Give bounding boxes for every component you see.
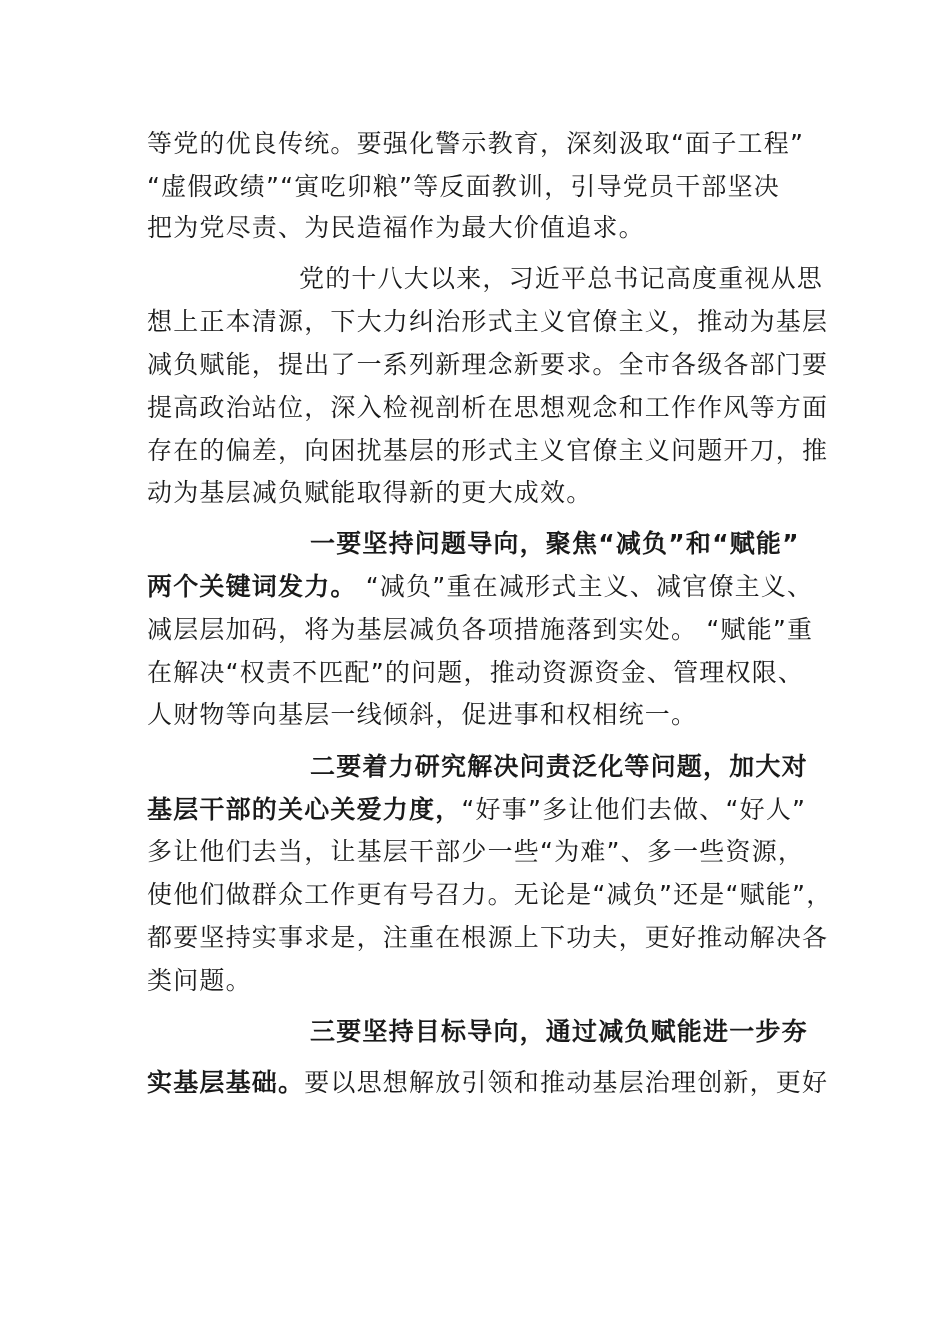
section-2-line-1 — [147, 795, 827, 825]
section-2-body: “好事”多让他们去做、“好人” — [461, 795, 807, 824]
section-1-line-3: 在解决“权责不匹配”的问题，推动资源资金、管理权限、 — [147, 658, 805, 687]
paragraph-2-line-4: 提高政治站位，深入检视剖析在思想观念和工作作风等方面 — [147, 393, 829, 422]
paragraph-1-line-3: 把为党尽责、为民造福作为最大价值追求。 — [147, 213, 645, 242]
paragraph-1-line-1: 等党的优良传统。要强化警示教育，深刻汲取“面子工程” — [147, 129, 805, 158]
section-3-body: 要以思想解放引领和推动基层治理创新，更好 — [304, 1068, 829, 1097]
section-1-heading-tail: 两个关键词发力。 — [147, 572, 357, 601]
section-3-line-1 — [147, 1068, 827, 1098]
paragraph-2-line-5: 存在的偏差，向困扰基层的形式主义官僚主义问题开刀，推 — [147, 436, 829, 465]
paragraph-2-line-3: 减负赋能，提出了一系列新理念新要求。全市各级各部门要 — [147, 350, 829, 379]
section-1-heading: 一要坚持问题导向，聚焦“减负”和“赋能” — [310, 529, 800, 558]
section-1-line-1 — [147, 572, 827, 602]
section-1-body: “减负”重在减形式主义、减官僚主义、 — [356, 572, 814, 601]
section-1-line-2: 减层层加码，将为基层减负各项措施落到实处。 “赋能”重 — [147, 615, 814, 644]
paragraph-2-line-6: 动为基层减负赋能取得新的更大成效。 — [147, 478, 593, 507]
section-1-line-4: 人财物等向基层一线倾斜，促进事和权相统一。 — [147, 700, 698, 729]
section-2-line-2: 多让他们去当，让基层干部少一些“为难”、多一些资源， — [147, 837, 805, 866]
section-2-heading: 二要着力研究解决问责泛化等问题，加大对 — [310, 752, 808, 781]
section-2-line-5: 类问题。 — [147, 966, 252, 995]
paragraph-1-line-2: “虚假政绩”“寅吃卯粮”等反面教训，引导党员干部坚决 — [147, 172, 781, 201]
paragraph-2-line-2: 想上正本清源，下大力纠治形式主义官僚主义，推动为基层 — [147, 307, 829, 336]
section-3-heading-tail: 实基层基础。 — [147, 1068, 305, 1097]
section-2-line-4: 都要坚持实事求是，注重在根源上下功夫，更好推动解决各 — [147, 923, 829, 952]
section-2-heading-tail: 基层干部的关心关爱力度， — [147, 795, 462, 824]
section-3-heading: 三要坚持目标导向，通过减负赋能进一步夯 — [310, 1017, 808, 1046]
section-2-line-3: 使他们做群众工作更有号召力。无论是“减负”还是“赋能”， — [147, 880, 833, 909]
paragraph-2-line-1: 党的十八大以来，习近平总书记高度重视从思 — [299, 264, 824, 293]
